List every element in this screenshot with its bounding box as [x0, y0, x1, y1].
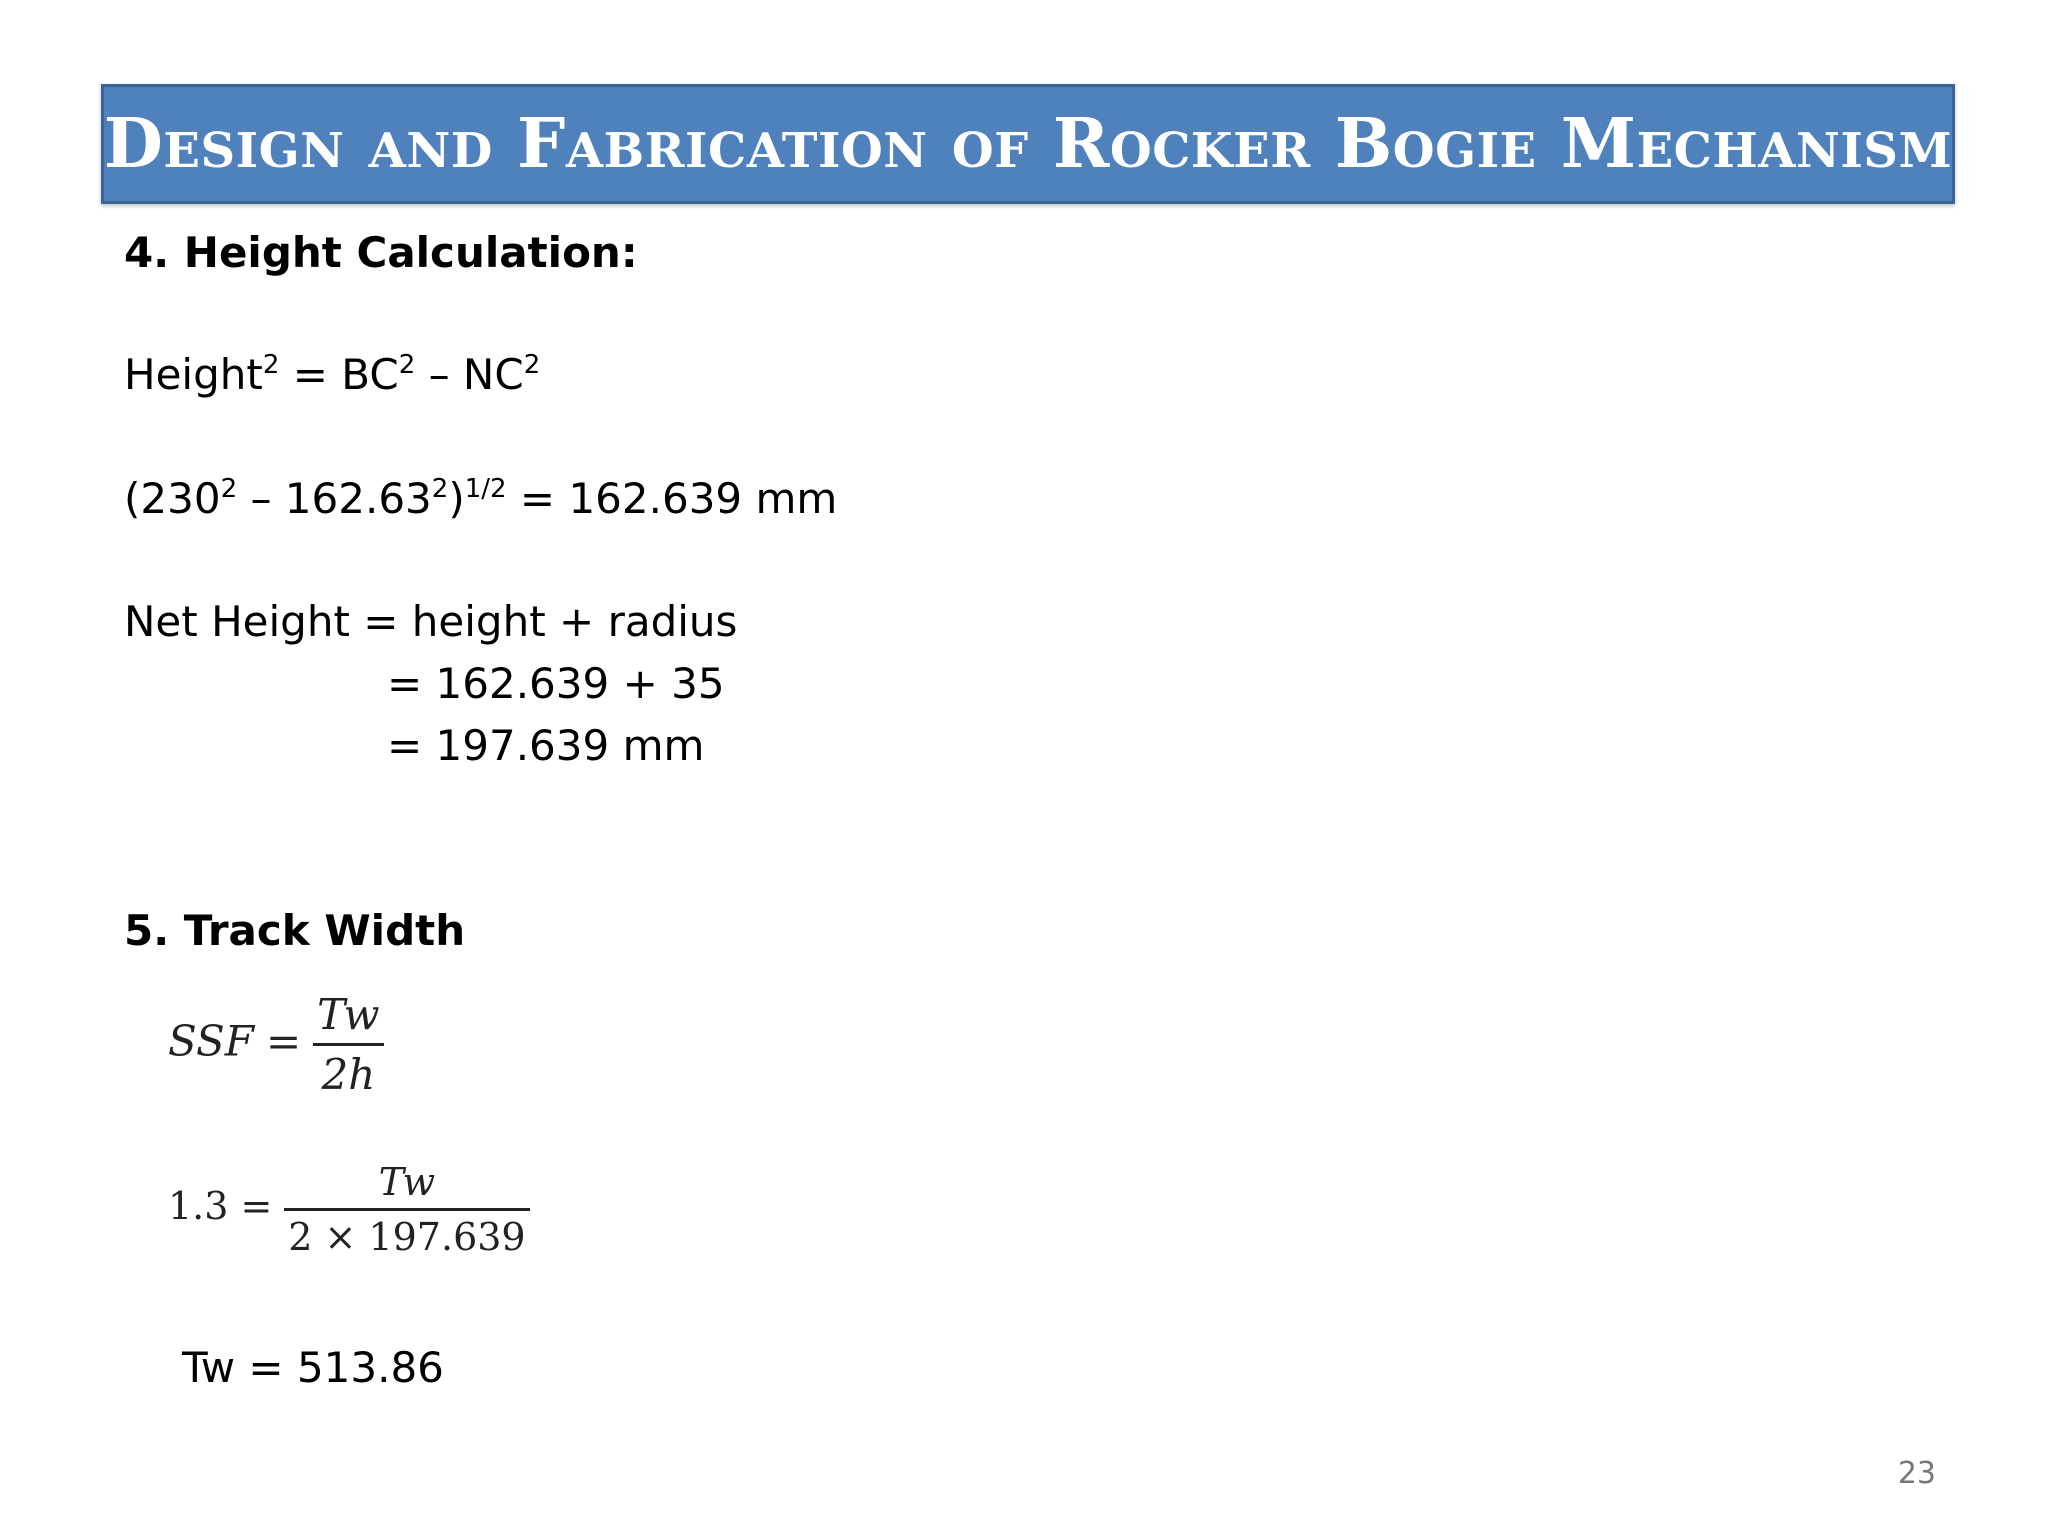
ssf-lhs: SSF [168, 1016, 254, 1066]
section-4-heading: 4. Height Calculation: [124, 228, 638, 277]
slide-title: Design and Fabrication of Rocker Bogie Mechanism [103, 104, 1953, 184]
track-width-equation [168, 1160, 530, 1259]
ssf-fraction [313, 990, 383, 1099]
section-5-heading: 5. Track Width [124, 906, 466, 955]
ssf-denominator: 2h [321, 1050, 376, 1099]
track-width-fraction [284, 1160, 529, 1259]
ssf-equation [168, 990, 384, 1099]
track-width-numerator: Tw [378, 1160, 436, 1204]
ssf-equals: = [265, 1016, 302, 1066]
track-width-equals: = [240, 1184, 273, 1228]
net-height-substitution: = 162.639 + 35 [387, 659, 725, 708]
height-squared-equation: Height$^2$ = $BC^2 - NC^2$ [124, 350, 541, 399]
track-width-denominator: 2 × 197.639 [288, 1215, 526, 1259]
net-height-result: = 197.639 mm [387, 721, 705, 770]
net-height-formula: Net Height = height + radius [124, 597, 738, 646]
height-value-equation: $(230^2 - 162.63^2)^{1/2} = 162.639$ mm [124, 474, 838, 523]
track-width-result: Tw = 513.86 [182, 1343, 444, 1392]
page-number: 23 [1897, 1456, 1936, 1491]
ssf-numerator: Tw [317, 990, 380, 1039]
slide-title-bar [101, 84, 1955, 204]
track-width-lhs: 1.3 [168, 1184, 229, 1228]
